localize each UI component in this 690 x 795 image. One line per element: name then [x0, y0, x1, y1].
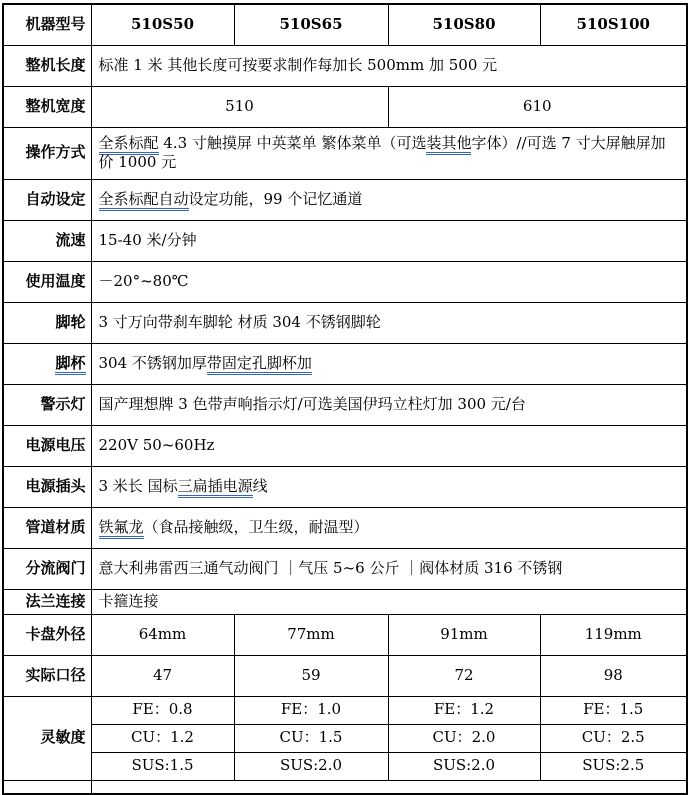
value-cell: FE：1.2	[388, 696, 540, 724]
underlined-text-run: 三扁插电源	[178, 477, 253, 498]
value-cell: 510S50	[91, 4, 234, 45]
value-cell	[91, 780, 687, 794]
value-cell: 119mm	[540, 614, 687, 655]
row-label: 警示灯	[3, 384, 91, 425]
spec-table	[2, 3, 688, 795]
table-row	[3, 302, 687, 343]
underlined-text-run: 铁氟龙	[99, 518, 144, 539]
row-label: 自动设定	[3, 179, 91, 220]
value-cell: 98	[540, 655, 687, 696]
table-row	[3, 780, 687, 794]
text-run: 4.3 寸触摸屏 中英菜单 繁体菜单（可选	[158, 133, 427, 152]
text-run: 304 不锈钢加厚	[98, 353, 207, 372]
text-run: 线	[252, 476, 268, 495]
table-row	[3, 45, 687, 86]
value-cell: 610	[388, 86, 687, 127]
value-cell: CU：2.5	[540, 724, 687, 752]
value-cell: 220V 50~60Hz	[91, 425, 687, 466]
value-cell	[91, 507, 687, 548]
underlined-text-run: 带固定孔脚杯加	[207, 354, 312, 375]
value-cell	[91, 179, 687, 220]
text-run: 设定功能，99 个记忆通道	[188, 189, 363, 208]
row-label: 分流阀门	[3, 548, 91, 589]
value-cell: －20°~80℃	[91, 261, 687, 302]
table-row	[3, 614, 687, 655]
table-row	[3, 86, 687, 127]
table-row	[3, 589, 687, 614]
value-cell: 510S65	[234, 4, 388, 45]
row-label: 使用温度	[3, 261, 91, 302]
table-row	[3, 655, 687, 696]
table-row	[3, 343, 687, 384]
underlined-text-run: 全系标配	[99, 134, 159, 155]
underlined-text-run: 装其他	[426, 134, 471, 155]
value-cell: 标准 1 米 其他长度可按要求制作每加长 500mm 加 500 元	[91, 45, 687, 86]
value-cell: CU：1.5	[234, 724, 388, 752]
underlined-text-run: 脚杯	[55, 354, 85, 375]
value-cell: 3 寸万向带刹车脚轮 材质 304 不锈钢脚轮	[91, 302, 687, 343]
value-cell: 意大利弗雷西三通气动阀门 ｜气压 5~6 公斤 ｜阀体材质 316 不锈钢	[91, 548, 687, 589]
value-cell	[91, 343, 687, 384]
value-cell: CU：2.0	[388, 724, 540, 752]
row-label: 操作方式	[3, 127, 91, 179]
value-cell: 15-40 米/分钟	[91, 220, 687, 261]
value-cell: 卡箍连接	[91, 589, 687, 614]
value-cell: SUS:2.5	[540, 752, 687, 780]
table-row	[3, 724, 687, 752]
value-cell: FE：1.0	[234, 696, 388, 724]
row-label: 管道材质	[3, 507, 91, 548]
value-cell: 510S100	[540, 4, 687, 45]
value-cell: 64mm	[91, 614, 234, 655]
value-cell: CU：1.2	[91, 724, 234, 752]
text-run: （食品接触级，卫生级，耐温型）	[143, 517, 369, 536]
table-row	[3, 4, 687, 45]
row-label: 卡盘外径	[3, 614, 91, 655]
row-label: 电源电压	[3, 425, 91, 466]
row-label: 电源插头	[3, 466, 91, 507]
row-label: 流速	[3, 220, 91, 261]
table-row	[3, 127, 687, 179]
row-label: 整机宽度	[3, 86, 91, 127]
table-row	[3, 179, 687, 220]
row-label: 机器型号	[3, 4, 91, 45]
value-cell: 72	[388, 655, 540, 696]
table-row	[3, 220, 687, 261]
table-row	[3, 696, 687, 724]
text-run: 字体）//可选 7 寸大屏触屏加价 1000 元	[98, 133, 666, 171]
row-label: 脚轮	[3, 302, 91, 343]
table-row	[3, 507, 687, 548]
row-label: 实际口径	[3, 655, 91, 696]
value-cell: SUS:2.0	[234, 752, 388, 780]
table-row	[3, 752, 687, 780]
value-cell: FE：1.5	[540, 696, 687, 724]
value-cell: 77mm	[234, 614, 388, 655]
row-label: 整机长度	[3, 45, 91, 86]
text-run: 3 米长 国标	[98, 476, 178, 495]
value-cell: 59	[234, 655, 388, 696]
table-row	[3, 425, 687, 466]
value-cell: SUS:1.5	[91, 752, 234, 780]
value-cell: 国产理想牌 3 色带声响指示灯/可选美国伊玛立柱灯加 300 元/台	[91, 384, 687, 425]
value-cell	[91, 466, 687, 507]
value-cell: SUS:2.0	[388, 752, 540, 780]
table-row	[3, 384, 687, 425]
value-cell: FE：0.8	[91, 696, 234, 724]
table-row	[3, 466, 687, 507]
value-cell	[91, 127, 687, 179]
row-label	[3, 780, 91, 794]
table-row	[3, 548, 687, 589]
value-cell: 91mm	[388, 614, 540, 655]
value-cell: 510S80	[388, 4, 540, 45]
row-label: 灵敏度	[3, 696, 91, 780]
row-label	[3, 343, 91, 384]
row-label: 法兰连接	[3, 589, 91, 614]
underlined-text-run: 全系标配自动	[99, 190, 189, 211]
table-row	[3, 261, 687, 302]
value-cell: 510	[91, 86, 388, 127]
value-cell: 47	[91, 655, 234, 696]
